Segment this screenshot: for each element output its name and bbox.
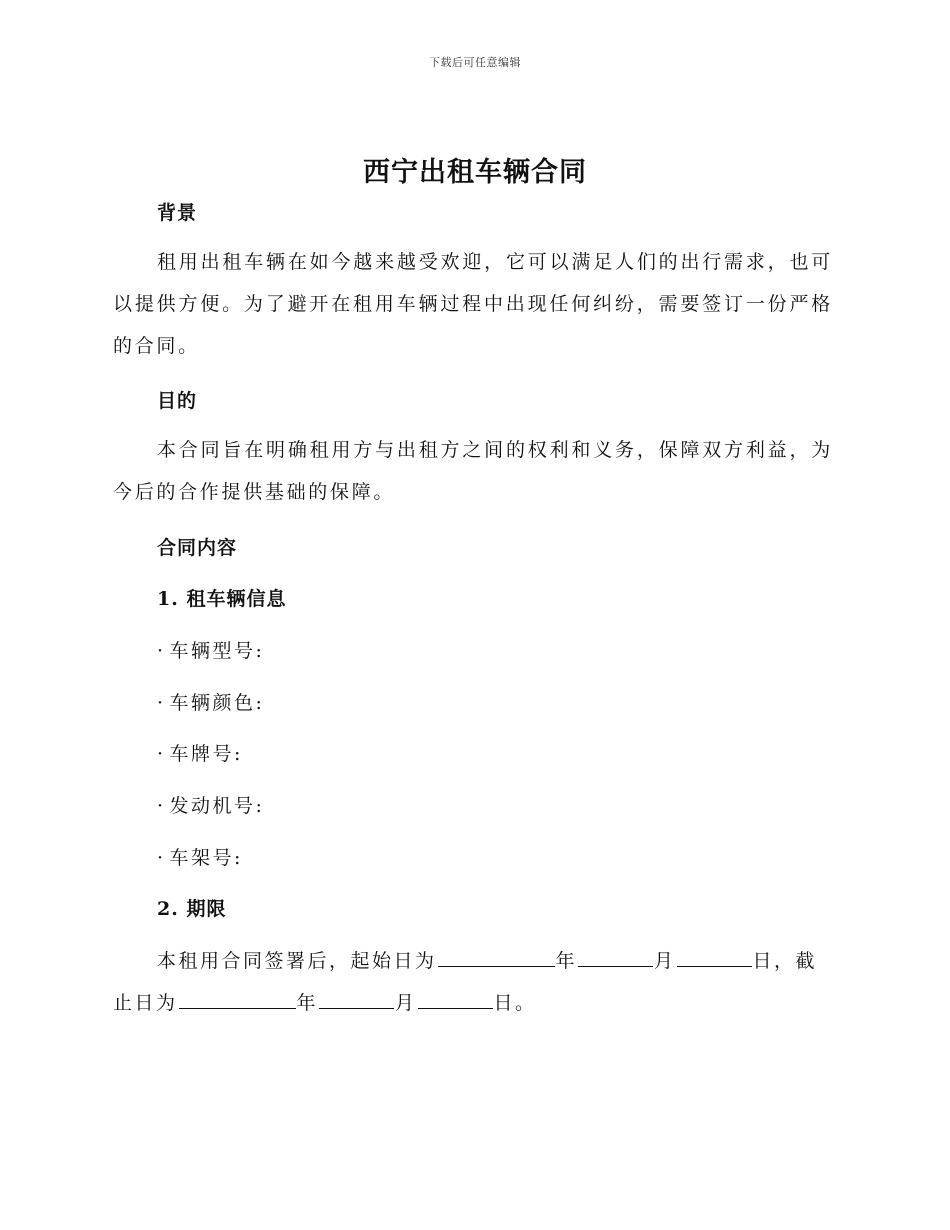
field-plate-number — [157, 739, 243, 766]
section-heading-purpose: 目的 — [157, 390, 198, 412]
term-end-line — [113, 988, 537, 1015]
background-paragraph: 租用出租车辆在如今越来越受欢迎，它可以满足人们的出行需求，也可以提供方便。为了避开在租用车辆过程中出现任何纠纷，需要签订一份严格的合同。 — [113, 251, 833, 357]
term-start-suffix: 日，截 — [752, 950, 818, 972]
year-label: 年 — [555, 950, 578, 972]
section-heading-term: 2. 期限 — [157, 898, 227, 920]
header-note: 下载后可任意编辑 — [429, 56, 521, 69]
bullet-icon: · — [157, 795, 166, 817]
month-label: 月 — [395, 992, 417, 1014]
field-label: 发动机号: — [169, 795, 265, 817]
start-month-blank — [578, 948, 653, 967]
field-frame-number — [157, 843, 243, 870]
bullet-icon: · — [157, 640, 166, 662]
term-start-line — [157, 946, 817, 973]
month-label: 月 — [654, 950, 676, 972]
field-engine-number — [157, 791, 264, 818]
bullet-icon: · — [157, 743, 166, 765]
section-heading-background: 背景 — [157, 202, 198, 224]
purpose-paragraph: 本合同旨在明确租用方与出租方之间的权利和义务，保障双方利益，为今后的合作提供基础的保障。 — [113, 439, 833, 503]
term-start-prefix: 本租用合同签署后，起始日为 — [157, 950, 437, 972]
field-label: 车架号: — [169, 847, 243, 869]
field-label: 车牌号: — [169, 743, 243, 765]
end-day-blank — [418, 990, 493, 1009]
end-year-blank — [179, 990, 296, 1009]
bullet-icon: · — [157, 692, 166, 714]
term-end-prefix: 止日为 — [113, 992, 178, 1014]
bullet-icon: · — [157, 847, 166, 869]
field-label: 车辆型号: — [169, 640, 265, 662]
year-label: 年 — [296, 992, 319, 1014]
field-vehicle-color — [157, 688, 264, 715]
term-end-suffix: 日。 — [493, 992, 537, 1014]
start-day-blank — [677, 948, 752, 967]
field-label: 车辆颜色: — [169, 692, 265, 714]
document-title: 西宁出租车辆合同 — [363, 157, 587, 188]
end-month-blank — [319, 990, 394, 1009]
section-heading-vehicle-info: 1. 租车辆信息 — [157, 588, 287, 610]
start-year-blank — [438, 948, 555, 967]
field-vehicle-model — [157, 636, 264, 663]
section-heading-contract-content: 合同内容 — [157, 537, 238, 559]
